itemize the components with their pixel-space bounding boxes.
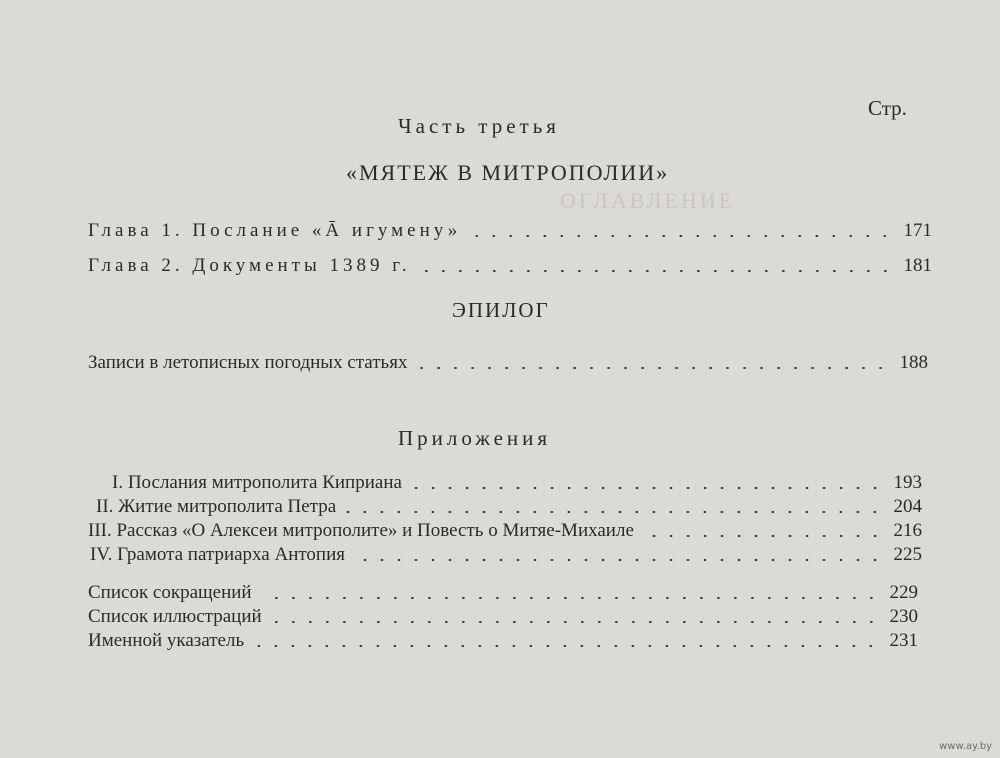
toc-entry-page: 229 <box>889 582 918 603</box>
toc-entry[interactable] <box>88 624 918 652</box>
toc-entry[interactable] <box>90 538 922 566</box>
toc-entry-label: IV. Грамота патриарха Антопия <box>90 544 346 565</box>
part-title: Часть третья <box>398 114 560 138</box>
toc-entry-page: 204 <box>893 496 922 517</box>
dot-leader <box>272 621 880 623</box>
toc-entry-page: 231 <box>889 630 918 651</box>
dot-leader <box>355 559 883 561</box>
toc-entry-label: III. Рассказ «О Алексеи митрополите» и Повесть о Митяе-Михаиле <box>88 520 634 541</box>
dot-leader <box>346 511 883 513</box>
toc-entry-page: 193 <box>893 472 922 493</box>
dot-leader <box>471 235 893 237</box>
dot-leader <box>412 487 884 489</box>
toc-entry-page: 216 <box>893 520 922 541</box>
dot-leader <box>254 645 879 647</box>
toc-entry-page: 181 <box>903 255 932 276</box>
epilogue-title: ЭПИЛОГ <box>452 298 550 322</box>
toc-entry-page: 225 <box>893 544 922 565</box>
toc-entry-page: 230 <box>889 606 918 627</box>
dot-leader <box>644 535 884 537</box>
page-column-label: Стр. <box>868 96 907 120</box>
dot-leader <box>417 367 889 369</box>
toc-entry[interactable] <box>88 249 932 277</box>
dot-leader <box>262 597 880 599</box>
watermark: www.ay.by <box>939 741 992 752</box>
toc-entry[interactable] <box>88 214 932 242</box>
toc-entry-label: I. Послания митрополита Киприана <box>112 472 402 493</box>
appendix-title: Приложения <box>398 426 552 450</box>
dot-leader <box>421 270 894 272</box>
toc-entry-label: Список сокращений <box>88 582 252 603</box>
show-through-text: ОГЛАВЛЕНИЕ <box>560 188 736 213</box>
toc-entry-label: Список иллюстраций <box>88 606 262 627</box>
toc-entry-label: II. Житие митрополита Петра <box>96 496 337 517</box>
toc-entry-label: Глава 1. Послание «Ā игумену» <box>88 220 462 241</box>
toc-entry-label: Глава 2. Документы 1389 г. <box>88 255 411 276</box>
toc-entry-label: Именной указатель <box>88 630 245 651</box>
toc-entry-page: 188 <box>899 352 928 373</box>
part-subtitle: «МЯТЕЖ В МИТРОПОЛИИ» <box>346 160 670 185</box>
toc-entry-label: Записи в летописных погодных статьях <box>88 352 408 373</box>
toc-entry-page: 171 <box>903 220 932 241</box>
toc-entry[interactable] <box>88 346 928 374</box>
